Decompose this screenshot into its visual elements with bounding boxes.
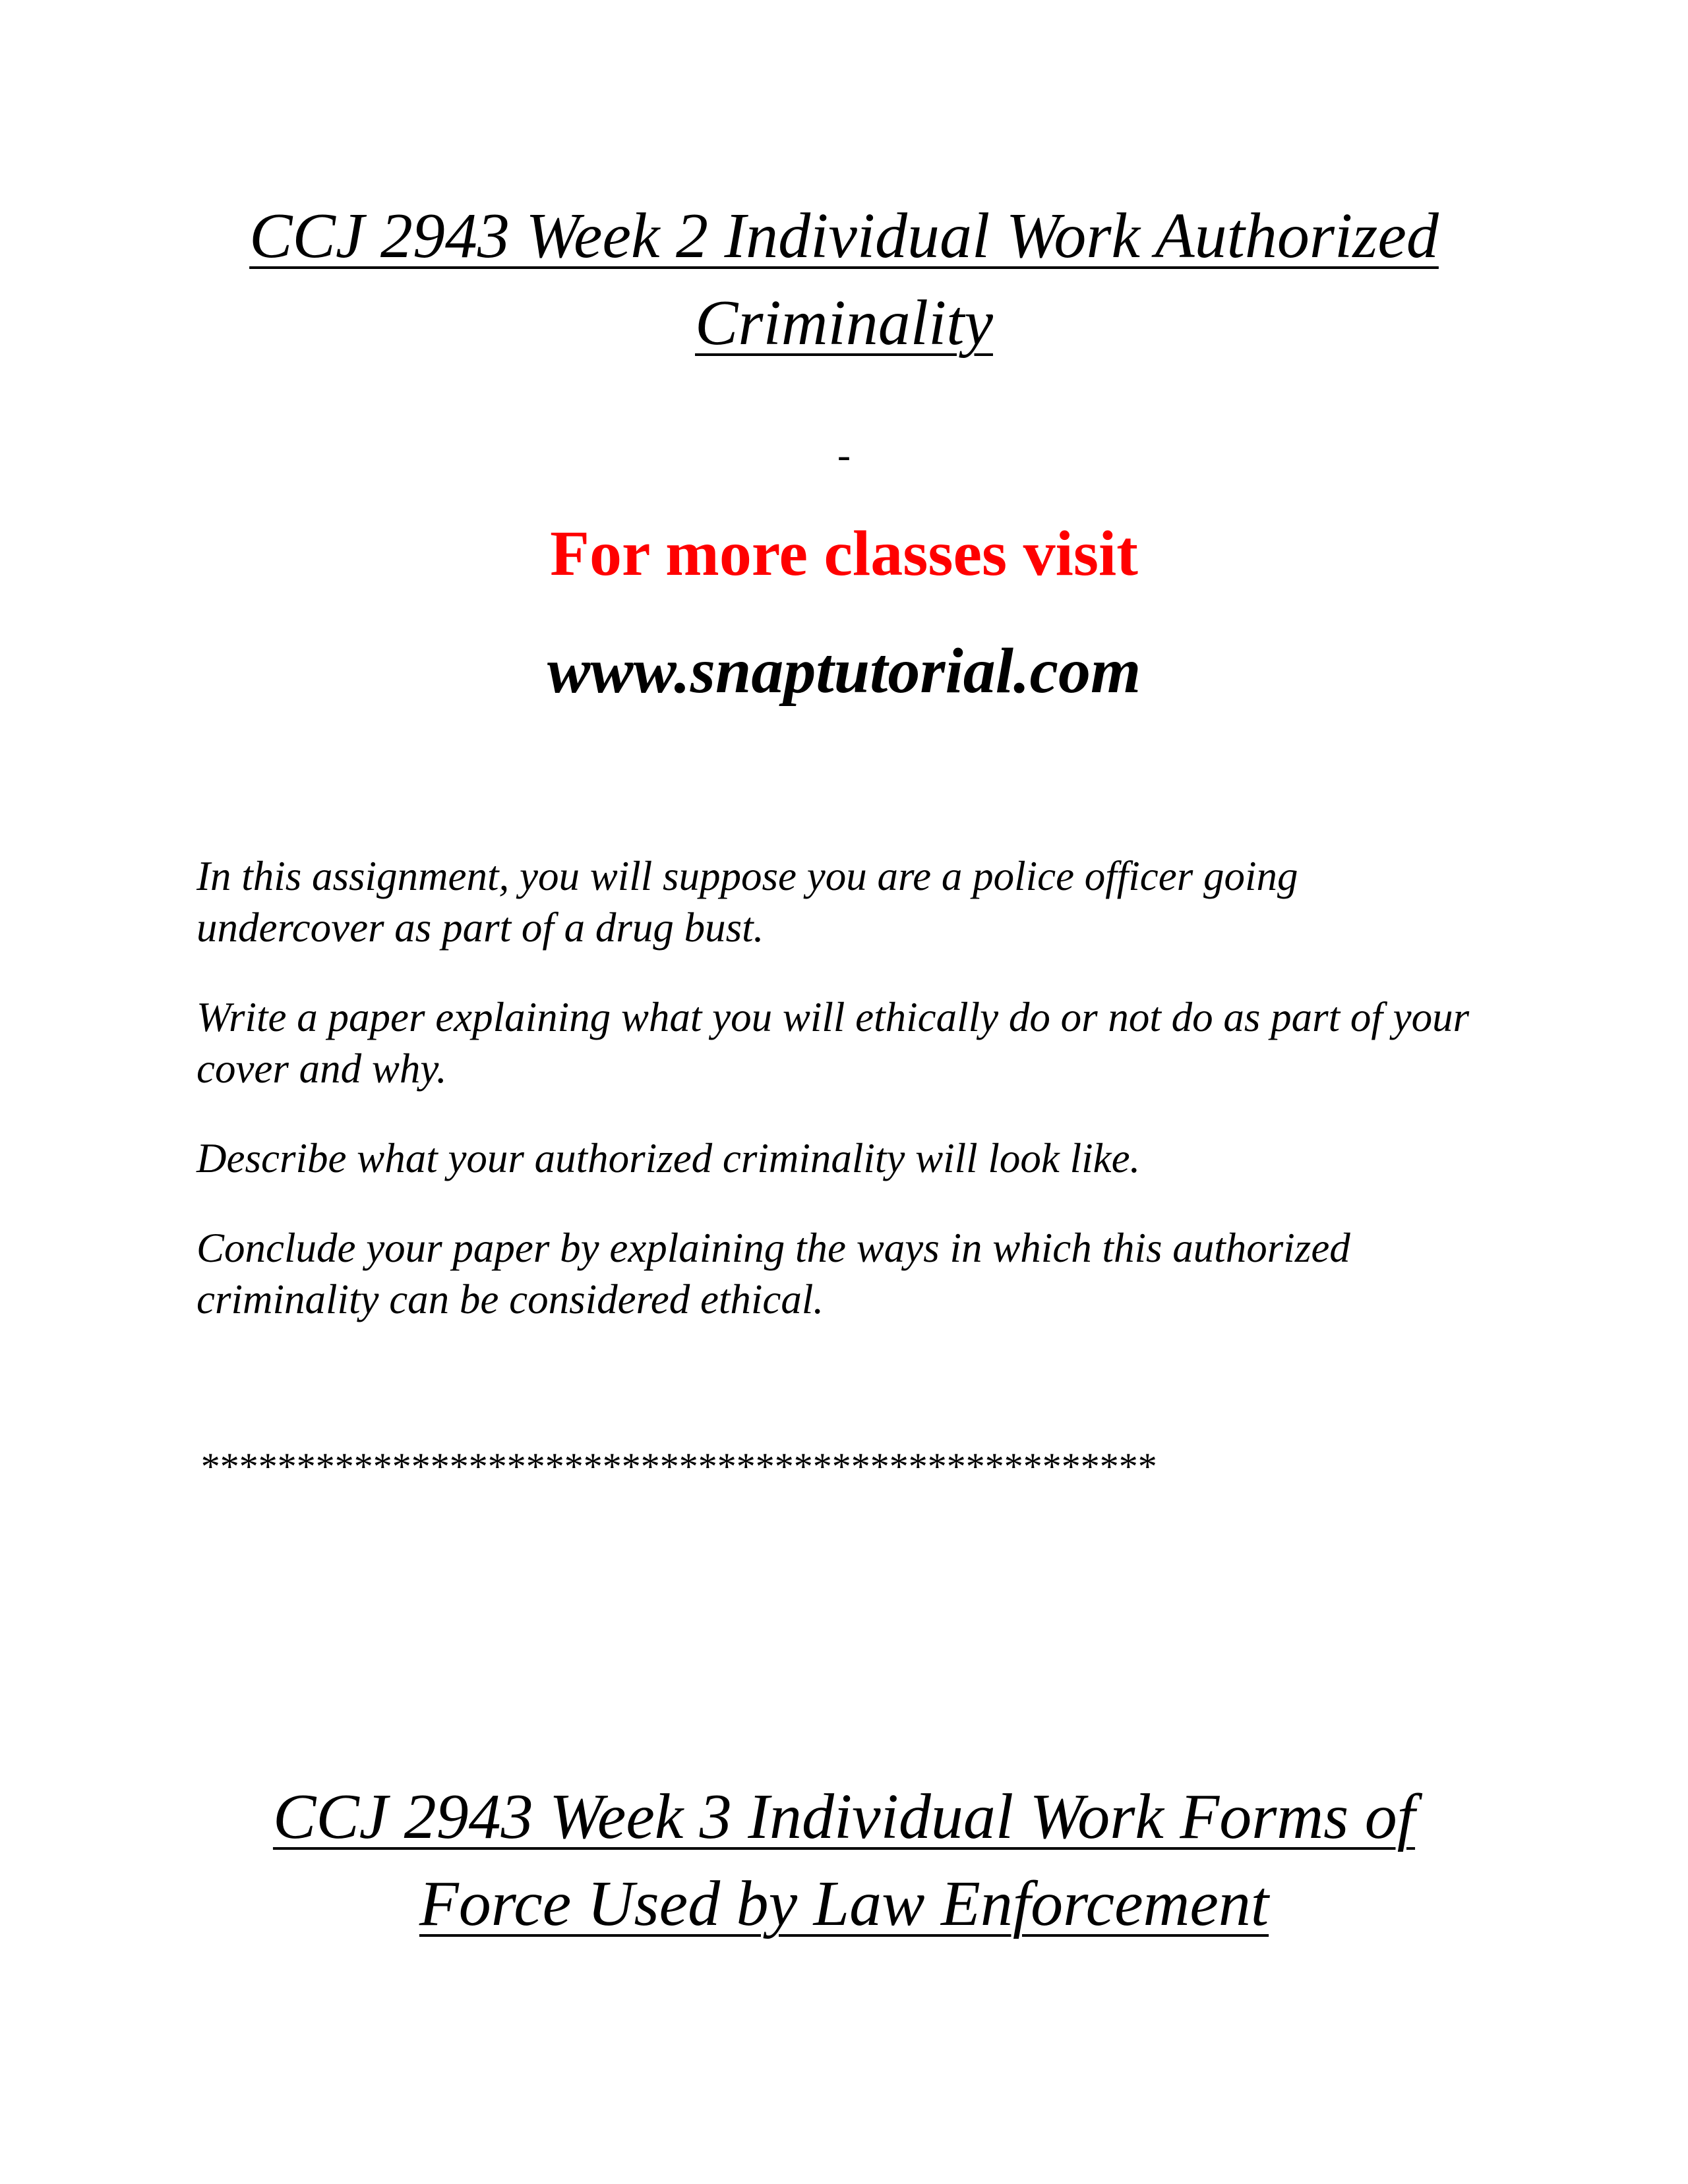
paragraph: Conclude your paper by explaining the ways in which this authorized criminality can be considered ethical. (196, 1225, 1350, 1322)
assignment-description (196, 850, 1489, 1363)
promo-url: www.snaptutorial.com (547, 635, 1141, 707)
promo-text: For more classes visit (550, 518, 1138, 589)
paragraph: In this assignment, you will suppose you are a police officer going undercover as part of a drug bust. (196, 853, 1298, 951)
separator-dash: - (837, 433, 851, 477)
asterisk-divider: ************************************************** (199, 1445, 1155, 1488)
section-title-week-2: CCJ 2943 Week 2 Individual Work Authorized Criminality (249, 200, 1439, 359)
paragraph: Write a paper explaining what you will ethically do or not do as part of your cover and why. (196, 994, 1470, 1092)
section-title-week-3: CCJ 2943 Week 3 Individual Work Forms of Force Used by Law Enforcement (272, 1781, 1416, 1939)
paragraph: Describe what your authorized criminality will look like. (196, 1135, 1141, 1181)
